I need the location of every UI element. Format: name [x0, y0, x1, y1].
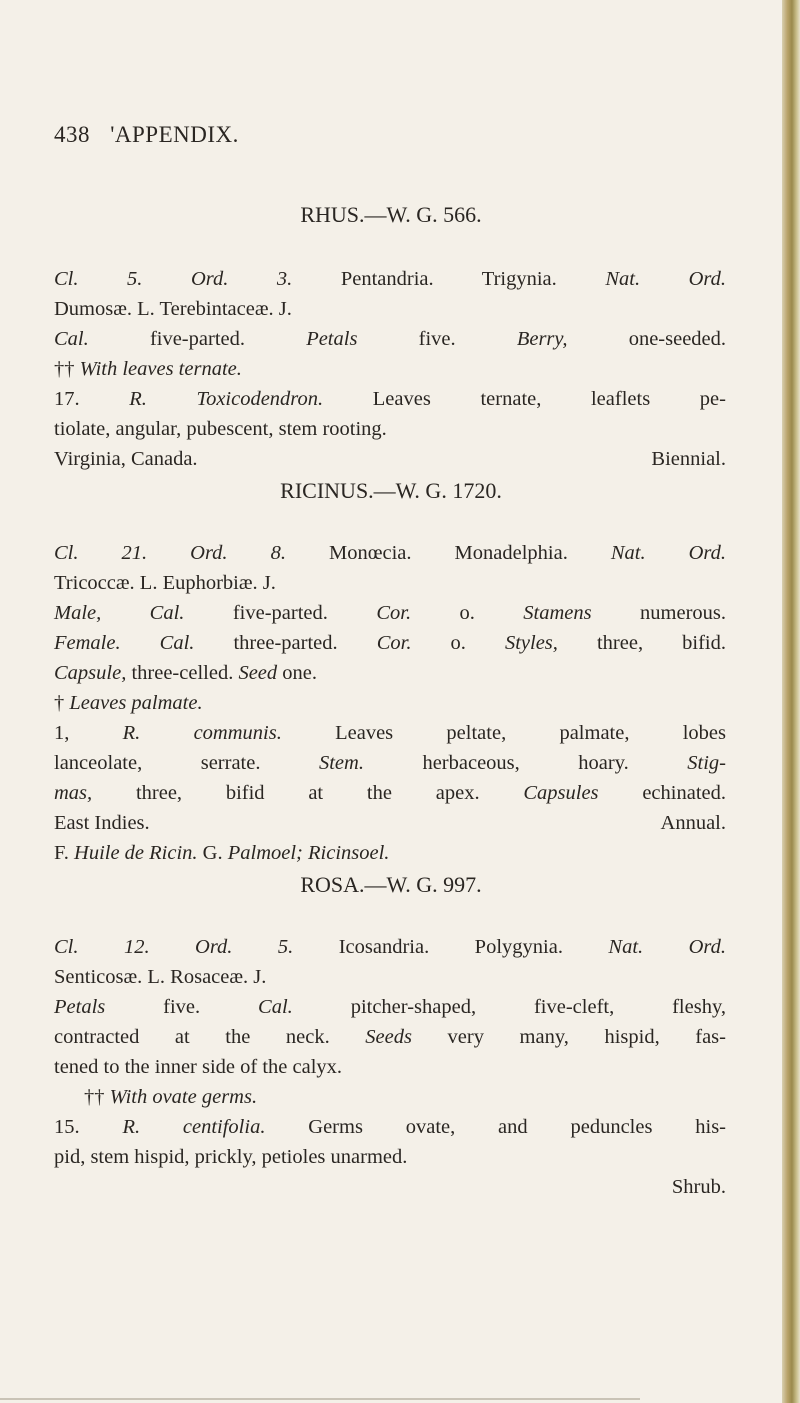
text-line: contracted at the neck. Seeds very many, hispid, fas-	[54, 1026, 726, 1048]
text-line: Male, Cal. five-parted. Cor. o. Stamens numerous.	[54, 602, 727, 624]
text-line: †† With ovate germs.	[84, 1086, 258, 1108]
text-line: lanceolate, serrate. Stem. herbaceous, hoary. Stig-	[54, 752, 726, 774]
page-bottom-rule	[0, 1398, 640, 1400]
section-body-rhus	[54, 264, 726, 474]
text-line: Virginia, Canada. Biennial.	[54, 448, 726, 470]
text-line: Cl. 21. Ord. 8. Monœcia. Monadelphia. Nat. Ord.	[54, 542, 727, 564]
text-line: † Leaves palmate.	[54, 692, 203, 714]
text-line: 1, R. communis. Leaves peltate, palmate, lobes	[54, 722, 727, 744]
text-line: mas, three, bifid at the apex. Capsules echinated.	[54, 782, 726, 804]
text-line: 17. R. Toxicodendron. Leaves ternate, leaflets pe-	[54, 388, 726, 410]
text-line: tened to the inner side of the calyx.	[54, 1056, 343, 1078]
text-line: Cl. 12. Ord. 5. Icosandria. Polygynia. Nat. Ord.	[54, 936, 727, 958]
page-edge-binding	[782, 0, 800, 1403]
text-line: Shrub.	[671, 1176, 726, 1198]
page-number: 438	[54, 122, 90, 147]
text-line: Female. Cal. three-parted. Cor. o. Styles, three, bifid.	[54, 632, 726, 654]
page-header	[54, 122, 239, 148]
text-line: F. Huile de Ricin. G. Palmoel; Ricinsoel.	[54, 842, 390, 864]
text-line: Cal. five-parted. Petals five. Berry, one-seeded.	[54, 328, 727, 350]
text-line: Capsule, three-celled. Seed one.	[54, 662, 317, 684]
section-title-ricinus: RICINUS.—W. G. 1720.	[280, 478, 502, 503]
text-line: Dumosæ. L. Terebintaceæ. J.	[54, 298, 292, 320]
text-line: Petals five. Cal. pitcher-shaped, five-cleft, fleshy,	[54, 996, 727, 1018]
text-line: †† With leaves ternate.	[54, 358, 242, 380]
text-line: Cl. 5. Ord. 3. Pentandria. Trigynia. Nat. Ord.	[54, 268, 727, 290]
text-line: Tricoccæ. L. Euphorbiæ. J.	[54, 572, 276, 594]
section-title-rosa: ROSA.—W. G. 997.	[300, 872, 482, 897]
text-line: 15. R. centifolia. Germs ovate, and peduncles his-	[54, 1116, 726, 1138]
section-body-ricinus	[54, 538, 726, 868]
text-line: tiolate, angular, pubescent, stem rooting.	[54, 418, 387, 440]
running-title: 'APPENDIX.	[110, 122, 239, 147]
text-line: pid, stem hispid, prickly, petioles unarmed.	[54, 1146, 408, 1168]
text-line: Senticosæ. L. Rosaceæ. J.	[54, 966, 267, 988]
section-body-rosa	[54, 932, 726, 1202]
text-line: East Indies. Annual.	[54, 812, 726, 834]
section-title-rhus: RHUS.—W. G. 566.	[300, 202, 482, 227]
